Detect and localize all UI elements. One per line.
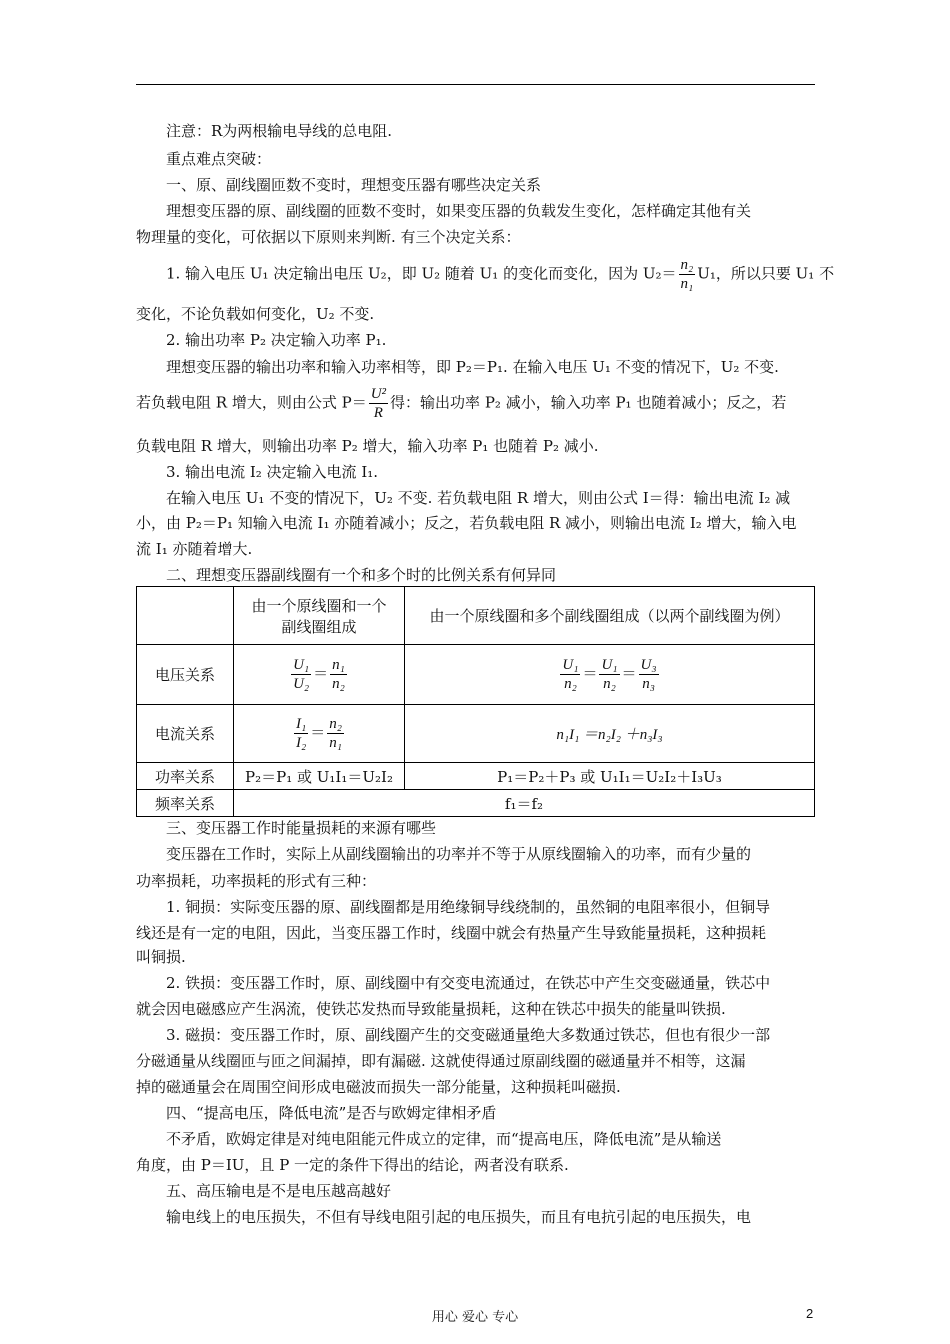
header-rule <box>136 84 815 85</box>
rule-2-text-b: 得：输出功率 P₂ 减小，输入功率 P₁ 也随着减小；反之，若 <box>390 393 787 412</box>
table-row <box>137 645 815 705</box>
section-2-heading: 二、理想变压器副线圈有一个和多个时的比例关系有何异同 <box>166 566 557 584</box>
rule-3-title: 3. 输出电流 I₂ 决定输入电流 I₁. <box>166 463 379 481</box>
section-3-para-line-2: 功率损耗，功率损耗的形式有三种： <box>136 872 377 890</box>
rule-2-text-a: 若负载电阻 R 增大，则由公式 P＝ <box>136 393 367 412</box>
fraction-denominator: n₂ <box>564 676 577 692</box>
fraction-numerator: U₁ <box>293 657 310 673</box>
header-multi-secondary: 由一个原线圈和多个副线圈组成（以两个副线圈为例） <box>405 587 815 645</box>
power-formula-fraction <box>369 385 388 422</box>
header-one-line-1: 由一个原线圈和一个 <box>251 596 387 615</box>
rule-3-para-line-2: 小，由 P₂＝P₁ 知输入电流 I₁ 亦随着减小；反之，若负载电阻 R 减小，则输出电流 I₂ 增大，输入电 <box>136 514 797 532</box>
page-number: 2 <box>806 1306 814 1321</box>
current-multi-secondary: n₁I₁ ＝n₂I₂ ＋n₃I₃ <box>405 705 815 763</box>
fraction-denominator: I₂ <box>296 735 307 751</box>
section-1-para-line-1: 理想变压器的原、副线圈的匝数不变时，如果变压器的负载发生变化，怎样确定其他有关 <box>166 202 752 220</box>
fraction <box>599 656 619 693</box>
fraction-numerator: n₂ <box>329 716 342 732</box>
header-one-line-2: 副线圈组成 <box>281 617 357 636</box>
row-label-frequency: 频率关系 <box>137 790 234 817</box>
fraction-numerator: U₁ <box>562 657 579 673</box>
table-row <box>137 763 815 790</box>
table-corner-cell <box>137 587 234 645</box>
fraction-numerator: U₃ <box>640 657 657 673</box>
power-one-secondary: P₂＝P₁ 或 U₁I₁＝U₂I₂ <box>234 763 405 790</box>
equals-sign: ＝ <box>310 723 326 742</box>
rule-2-para-line-3: 负载电阻 R 增大，则输出功率 P₂ 增大，输入功率 P₁ 也随着 P₂ 减小. <box>136 437 599 455</box>
fraction-numerator: I₁ <box>296 716 307 732</box>
magnetic-loss-line-1: 3. 磁损：变压器工作时，原、副线圈产生的交变磁通量绝大多数通过铁芯，但也有很少一部 <box>166 1026 771 1044</box>
row-label-voltage: 电压关系 <box>137 645 234 705</box>
iron-loss-line-2: 就会因电磁感应产生涡流，使铁芯发热而导致能量损耗，这种在铁芯中损失的能量叫铁损. <box>136 1000 726 1018</box>
fraction-denominator: n₃ <box>642 676 655 692</box>
header-one-secondary <box>234 587 405 645</box>
fraction-denominator: U₂ <box>293 676 310 692</box>
rule-2-title: 2. 输出功率 P₂ 决定输入功率 P₁. <box>166 331 387 349</box>
copper-loss-line-3: 叫铜损. <box>136 948 186 966</box>
table-row <box>137 790 815 817</box>
section-3-heading: 三、变压器工作时能量损耗的来源有哪些 <box>166 819 437 837</box>
equals-sign: ＝ <box>582 664 598 683</box>
section-1-para-line-2: 物理量的变化，可依据以下原则来判断. 有三个决定关系： <box>136 228 521 246</box>
fraction-denominator: n₁ <box>680 276 694 292</box>
fraction-numerator: n₁ <box>332 657 345 673</box>
magnetic-loss-line-2: 分磁通量从线圈匝与匝之间漏掉，即有漏磁. 这就使得通过原副线圈的磁通量并不相等，这漏 <box>136 1052 746 1070</box>
voltage-one-secondary <box>234 645 405 705</box>
copper-loss-line-1: 1. 铜损：实际变压器的原、副线圈都是用绝缘铜导线绕制的，虽然铜的电阻率很小，但铜导 <box>166 898 771 916</box>
table-header-row <box>137 587 815 645</box>
fraction <box>639 656 659 693</box>
fraction-denominator: R <box>373 405 383 421</box>
magnetic-loss-line-3: 掉的磁通量会在周围空间形成电磁波而损失一部分能量，这种损耗叫磁损. <box>136 1078 621 1096</box>
rule-2-para-line-2 <box>136 385 786 422</box>
section-4-para-line-1: 不矛盾，欧姆定律是对纯电阻能元件成立的定律，而“提高电压，降低电流”是从输送 <box>166 1130 722 1148</box>
equals-sign: ＝ <box>313 664 329 683</box>
rule-1-text-a: 1. 输入电压 U₁ 决定输出电压 U₂，即 U₂ 随着 U₁ 的变化而变化，因为 U₂＝ <box>166 264 677 283</box>
section-5-heading: 五、高压输电是不是电压越高越好 <box>166 1182 392 1200</box>
focus-title: 重点难点突破： <box>166 150 272 168</box>
fraction-numerator: U² <box>370 386 387 402</box>
notice-line: 注意：R为两根输电导线的总电阻. <box>166 122 393 140</box>
frequency-relation: f₁＝f₂ <box>234 790 815 817</box>
section-3-para-line-1: 变压器在工作时，实际上从副线圈输出的功率并不等于从原线圈输入的功率，而有少量的 <box>166 845 752 863</box>
page-footer: 用心 爱心 专心 <box>431 1310 519 1325</box>
fraction <box>291 656 311 693</box>
current-one-secondary <box>234 705 405 763</box>
fraction <box>294 715 308 752</box>
rule-1-line-1 <box>166 256 834 293</box>
section-5-para-line-1: 输电线上的电压损失，不但有导线电阻引起的电压损失，而且有电抗引起的电压损失，电 <box>166 1208 752 1226</box>
fraction <box>327 715 344 752</box>
section-4-heading: 四、“提高电压，降低电流”是否与欧姆定律相矛盾 <box>166 1104 497 1122</box>
rule-1-line-2: 变化，不论负载如何变化，U₂ 不变. <box>136 305 375 323</box>
rule-1-text-c: U₁，所以只要 U₁ 不 <box>697 264 835 283</box>
section-1-heading: 一、原、副线圈匝数不变时，理想变压器有哪些决定关系 <box>166 176 542 194</box>
fraction <box>330 656 347 693</box>
rule-3-para-line-3: 流 I₁ 亦随着增大. <box>136 540 253 558</box>
section-4-para-line-2: 角度，由 P＝IU，且 P 一定的条件下得出的结论，两者没有联系. <box>136 1156 569 1174</box>
table-row <box>137 705 815 763</box>
turns-ratio-fraction <box>679 256 696 293</box>
rule-3-para-line-1: 在输入电压 U₁ 不变的情况下，U₂ 不变. 若负载电阻 R 增大，则由公式 I＝得：输出电流 I₂ 减 <box>166 489 791 507</box>
power-multi-secondary: P₁＝P₂＋P₃ 或 U₁I₁＝U₂I₂＋I₃U₃ <box>405 763 815 790</box>
iron-loss-line-1: 2. 铁损：变压器工作时，原、副线圈中有交变电流通过，在铁芯中产生交变磁通量，铁芯中 <box>166 974 771 992</box>
row-label-current: 电流关系 <box>137 705 234 763</box>
voltage-multi-secondary <box>405 645 815 705</box>
ratio-relations-table <box>136 586 815 817</box>
copper-loss-line-2: 线还是有一定的电阻，因此，当变压器工作时，线圈中就会有热量产生导致能量损耗，这种损耗 <box>136 924 767 942</box>
fraction-denominator: n₁ <box>329 735 342 751</box>
fraction-numerator: n₂ <box>680 257 694 273</box>
fraction-denominator: n₂ <box>332 676 345 692</box>
equals-sign: ＝ <box>621 664 637 683</box>
fraction-denominator: n₂ <box>603 676 616 692</box>
rule-2-para-line-1: 理想变压器的输出功率和输入功率相等，即 P₂＝P₁. 在输入电压 U₁ 不变的情况下，U₂ 不变. <box>166 358 779 376</box>
row-label-power: 功率关系 <box>137 763 234 790</box>
fraction-numerator: U₁ <box>601 657 618 673</box>
fraction <box>560 656 580 693</box>
